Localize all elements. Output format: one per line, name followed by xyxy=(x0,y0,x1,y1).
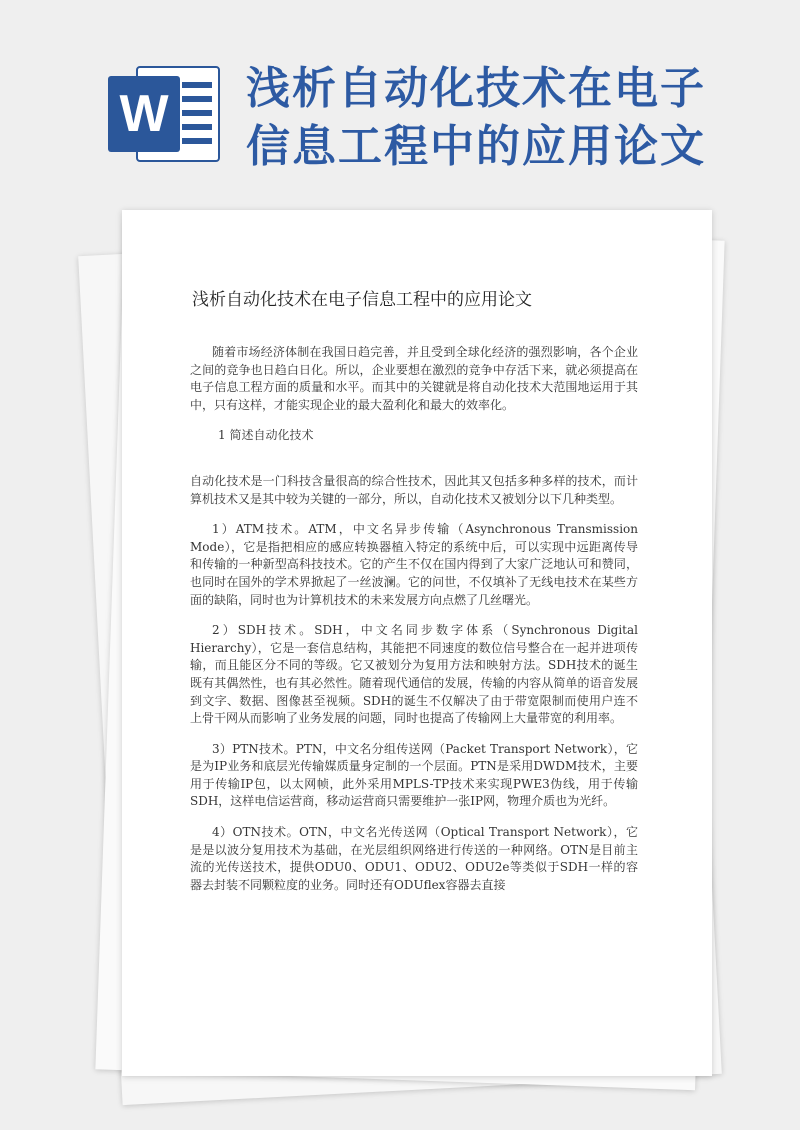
page-title xyxy=(246,60,786,176)
paragraph-atm: 1）ATM技术。ATM，中文名异步传输（Asynchronous Transmission Mode），它是指把相应的感应转换器植入特定的系统中后，可以实现中远距离传导和传输的一种新型高科技技术。它的产生不仅在国内得到了大家广泛地认可和赞同，也同时在国外的学术界掀起了一丝波澜。它的问世，不仅填补了无线电技术在某些方面的缺陷，同时也为计算机技术的未来发展方向点燃了几丝曙光。 xyxy=(190,522,638,607)
page-title-line-1: 浅析自动化技术在电子 xyxy=(246,63,706,114)
document-page xyxy=(122,210,712,1076)
word-icon xyxy=(108,66,220,162)
paragraph-otn: 4）OTN技术。OTN，中文名光传送网（Optical Transport Network），它是是以波分复用技术为基础，在光层组织网络进行传送的一种网络。OTN是目前主流的光传送技术，提供ODU0、ODU1、ODU2、ODU2e等类似于SDH一样的容器去封装不同颗粒度的业务。同时还有ODUflex容器去直接 xyxy=(190,825,638,892)
paragraph-overview: 自动化技术是一门科技含量很高的综合性技术，因此其又包括多种多样的技术，而计算机技术又是其中较为关键的一部分，所以，自动化技术又被划分以下几种类型。 xyxy=(190,473,638,506)
page-title-line-2: 信息工程中的应用论文 xyxy=(246,121,706,172)
paragraph-intro: 随着市场经济体制在我国日趋完善，并且受到全球化经济的强烈影响，各个企业之间的竞争也日趋白日化。所以，企业要想在激烈的竞争中存活下来，就必须提高在电子信息工程方面的质量和水平。而其中的关键就是将自动化技术大范围地运用于其中，只有这样，才能实现企业的最大盈利化和最大的效率化。 xyxy=(190,345,638,412)
paragraph-sdh: 2）SDH技术。SDH，中文名同步数字体系（Synchronous Digital Hierarchy），它是一套信息结构，其能把不同速度的数位信号整合在一起并进项传输，而且能区分不同的等级。它又被划分为复用方法和映射方法。SDH技术的诞生既有其偶然性，也有其必然性。随着现代通信的发展，传输的内容从简单的语音发展到文字、数据、图像甚至视频。SDH的诞生不仅解决了由于带宽限制而使用户连不上骨干网从而影响了业务发展的问题，同时也提高了传输网上大量带宽的利用率。 xyxy=(190,623,638,726)
document-body xyxy=(190,344,638,907)
paragraph-ptn: 3）PTN技术。PTN，中文名分组传送网（Packet Transport Network），它是为IP业务和底层光传输媒质量身定制的一个层面。PTN是采用DWDM技术，主要用于传输IP包，以太网帧，此外采用MPLS-TP技术来实现PWE3伪线，用于传输SDH，这样电信运营商，移动运营商只需要维护一张IP网，物理介质也为光纤。 xyxy=(190,741,638,809)
section-heading: 1 简述自动化技术 xyxy=(218,428,314,443)
word-letter-badge: W xyxy=(108,76,180,152)
document-title: 浅析自动化技术在电子信息工程中的应用论文 xyxy=(192,290,532,310)
